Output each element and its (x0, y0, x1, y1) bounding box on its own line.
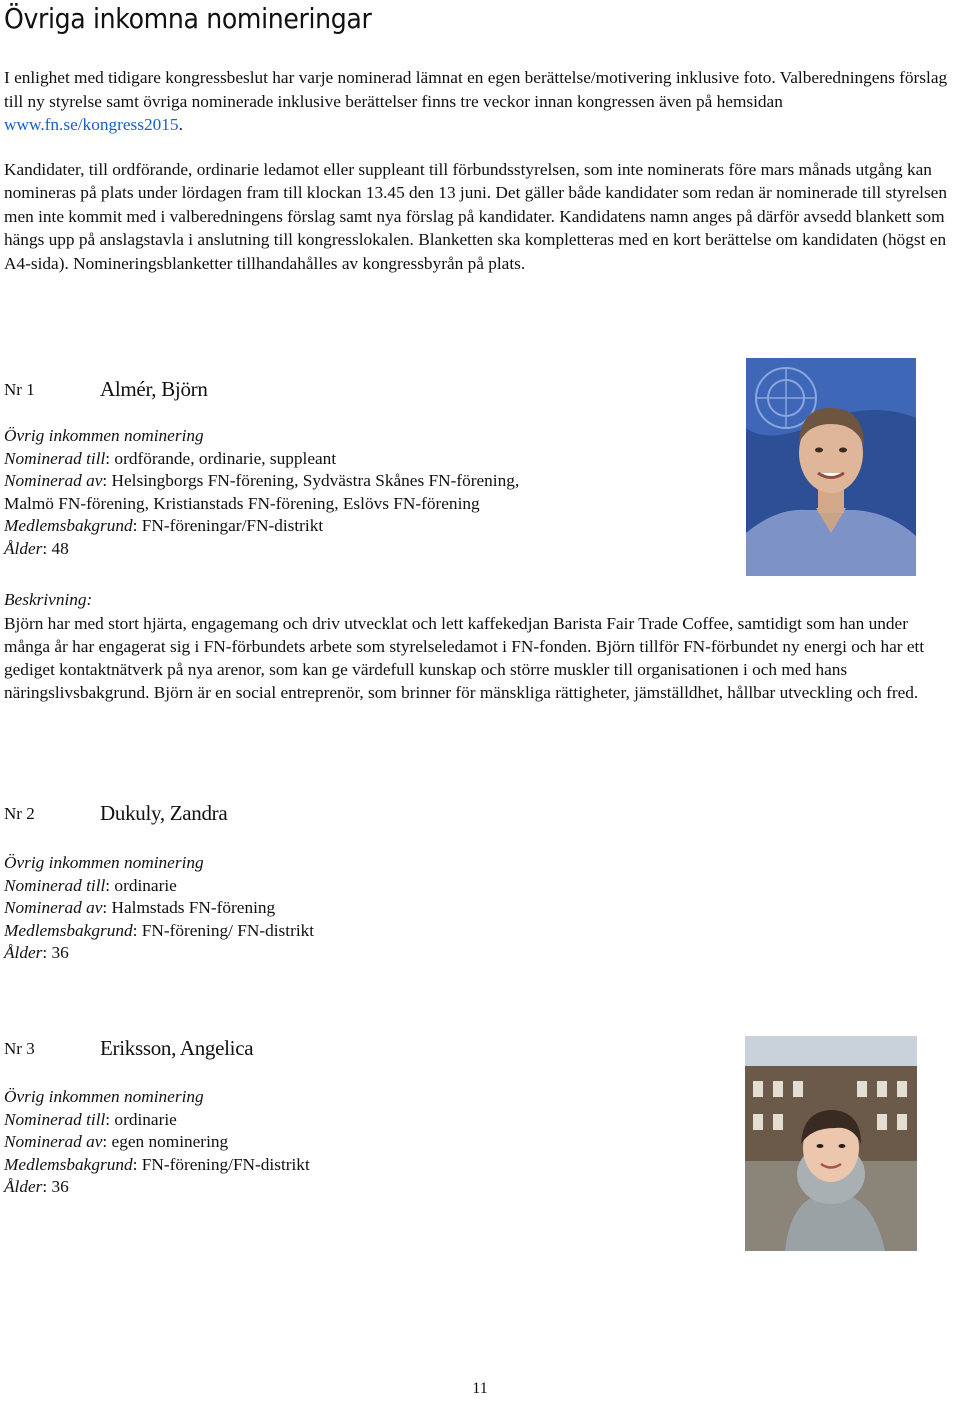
label-nominated-by: Nominerad av (4, 898, 103, 918)
candidate-1-description-label: Beskrivning: (4, 590, 93, 609)
candidate-2-nominated-by: Halmstads FN-förening (111, 898, 276, 918)
candidate-1-type: Övrig inkommen nominering (4, 426, 204, 445)
candidate-3-type: Övrig inkommen nominering (4, 1087, 204, 1106)
candidate-1-number: Nr 1 (4, 380, 35, 399)
label-age: Ålder (4, 943, 43, 963)
label-background: Medlemsbakgrund (4, 1154, 133, 1174)
label-nominated-for: Nominerad till (4, 1109, 106, 1129)
candidate-3-number: Nr 3 (4, 1039, 35, 1058)
candidate-1-nominated-by: Helsingborgs FN-förening, Sydvästra Skånes FN-förening, (111, 471, 520, 491)
candidate-3-age: 36 (51, 1177, 69, 1197)
candidate-2-age: 36 (51, 943, 69, 963)
label-nominated-by: Nominerad av (4, 471, 103, 491)
label-nominated-for: Nominerad till (4, 448, 106, 468)
kongress-link[interactable]: www.fn.se/kongress2015 (4, 115, 179, 134)
candidate-2-number: Nr 2 (4, 804, 35, 823)
candidate-1-photo (746, 358, 916, 576)
candidate-1-nominated-for: ordförande, ordinarie, suppleant (114, 448, 337, 468)
candidate-1-details: Övrig inkommen nominering Nominerad till: ordförande, ordinarie, suppleant Nominerad av: Helsingborgs FN-förening, Sydvästra Skånes FN-förening, Malmö FN-förening, Kristianstads FN-förening, Eslövs FN-förening Medlemsbakgrund: FN-föreningar/FN-distrikt Ålder: 48 (4, 425, 704, 561)
candidate-3-nominated-by: egen nominering (111, 1132, 229, 1152)
label-age: Ålder (4, 538, 43, 558)
candidate-2-nominated-for: ordinarie (114, 875, 177, 895)
candidate-2-name: Dukuly, Zandra (100, 801, 228, 825)
candidate-1-background: FN-föreningar/FN-distrikt (141, 516, 324, 536)
intro-text: I enlighet med tidigare kongressbeslut har varje nominerad lämnat en egen berättelse/motivering inklusive foto. Valberedningens förslag till ny styrelse samt övriga nominerade inklusive berättelser finns tre veckor innan kongressen även på hemsidan (4, 68, 948, 111)
candidate-3-photo (745, 1036, 917, 1251)
candidate-1-name: Almér, Björn (100, 377, 208, 401)
label-background: Medlemsbakgrund (4, 920, 133, 940)
candidate-1-age: 48 (51, 538, 69, 558)
label-nominated-for: Nominerad till (4, 875, 106, 895)
candidate-2-type: Övrig inkommen nominering (4, 853, 204, 872)
candidate-2-details: Övrig inkommen nominering Nominerad till: ordinarie Nominerad av: Halmstads FN-förening Medlemsbakgrund: FN-förening/ FN-distrikt Ålder: 36 (4, 852, 704, 965)
candidate-1-description: Björn har med stort hjärta, engagemang och driv utvecklat och lett kaffekedjan Barista Fair Trade Coffee, samtidigt som han under många år har engagerat sig i FN-förbundets arbete som styrelseledamot i FN-fonden. Björn tillför FN-förbundet ny energi och har ett gediget kontaktnätverk på nya arenor, som kan ge värdefull kunskap och större muskler till organisationen i och med hans näringslivsbakgrund. Björn är en social entreprenör, som brinner för mänskliga rättigheter, jämställdhet, hållbar utveckling och fred. (4, 614, 925, 702)
candidate-3-nominated-for: ordinarie (114, 1109, 177, 1129)
label-background: Medlemsbakgrund (4, 516, 133, 536)
candidate-3-background: FN-förening/FN-distrikt (141, 1154, 310, 1174)
nomination-rules-paragraph: Kandidater, till ordförande, ordinarie ledamot eller suppleant till förbundsstyrelsen, som inte nominerats före mars månads utgång kan nomineras på plats under lördagen fram till klockan 13.45 den 13 juni. Det gäller både kandidater som redan är nominerade till styrelsen men inte kommit med i valberedningens förslag samt nya förslag på kandidater. Kandidatens namn anges på därför avsedd blankett som hängs upp på anslagstavla i anslutning till kongresslokalen. Blanketten ska kompletteras med en kort berättelse om kandidaten (högst en A4-sida). Nomineringsblanketter tillhandahålles av kongressbyrån på plats. (4, 160, 947, 273)
label-nominated-by: Nominerad av (4, 1132, 103, 1152)
candidate-3-details: Övrig inkommen nominering Nominerad till: ordinarie Nominerad av: egen nominering Medlemsbakgrund: FN-förening/FN-distrikt Ålder: 36 (4, 1086, 704, 1199)
intro-paragraph (4, 66, 956, 137)
page-number: 11 (472, 1380, 488, 1397)
intro-text-end: . (178, 115, 183, 134)
candidate-1-nominated-by-cont: Malmö FN-förening, Kristianstads FN-förening, Eslövs FN-förening (4, 493, 480, 513)
candidate-2-background: FN-förening/ FN-distrikt (141, 920, 315, 940)
label-age: Ålder (4, 1177, 43, 1197)
page-title: Övriga inkomna nomineringar (4, 2, 372, 35)
candidate-3-name: Eriksson, Angelica (100, 1036, 254, 1060)
